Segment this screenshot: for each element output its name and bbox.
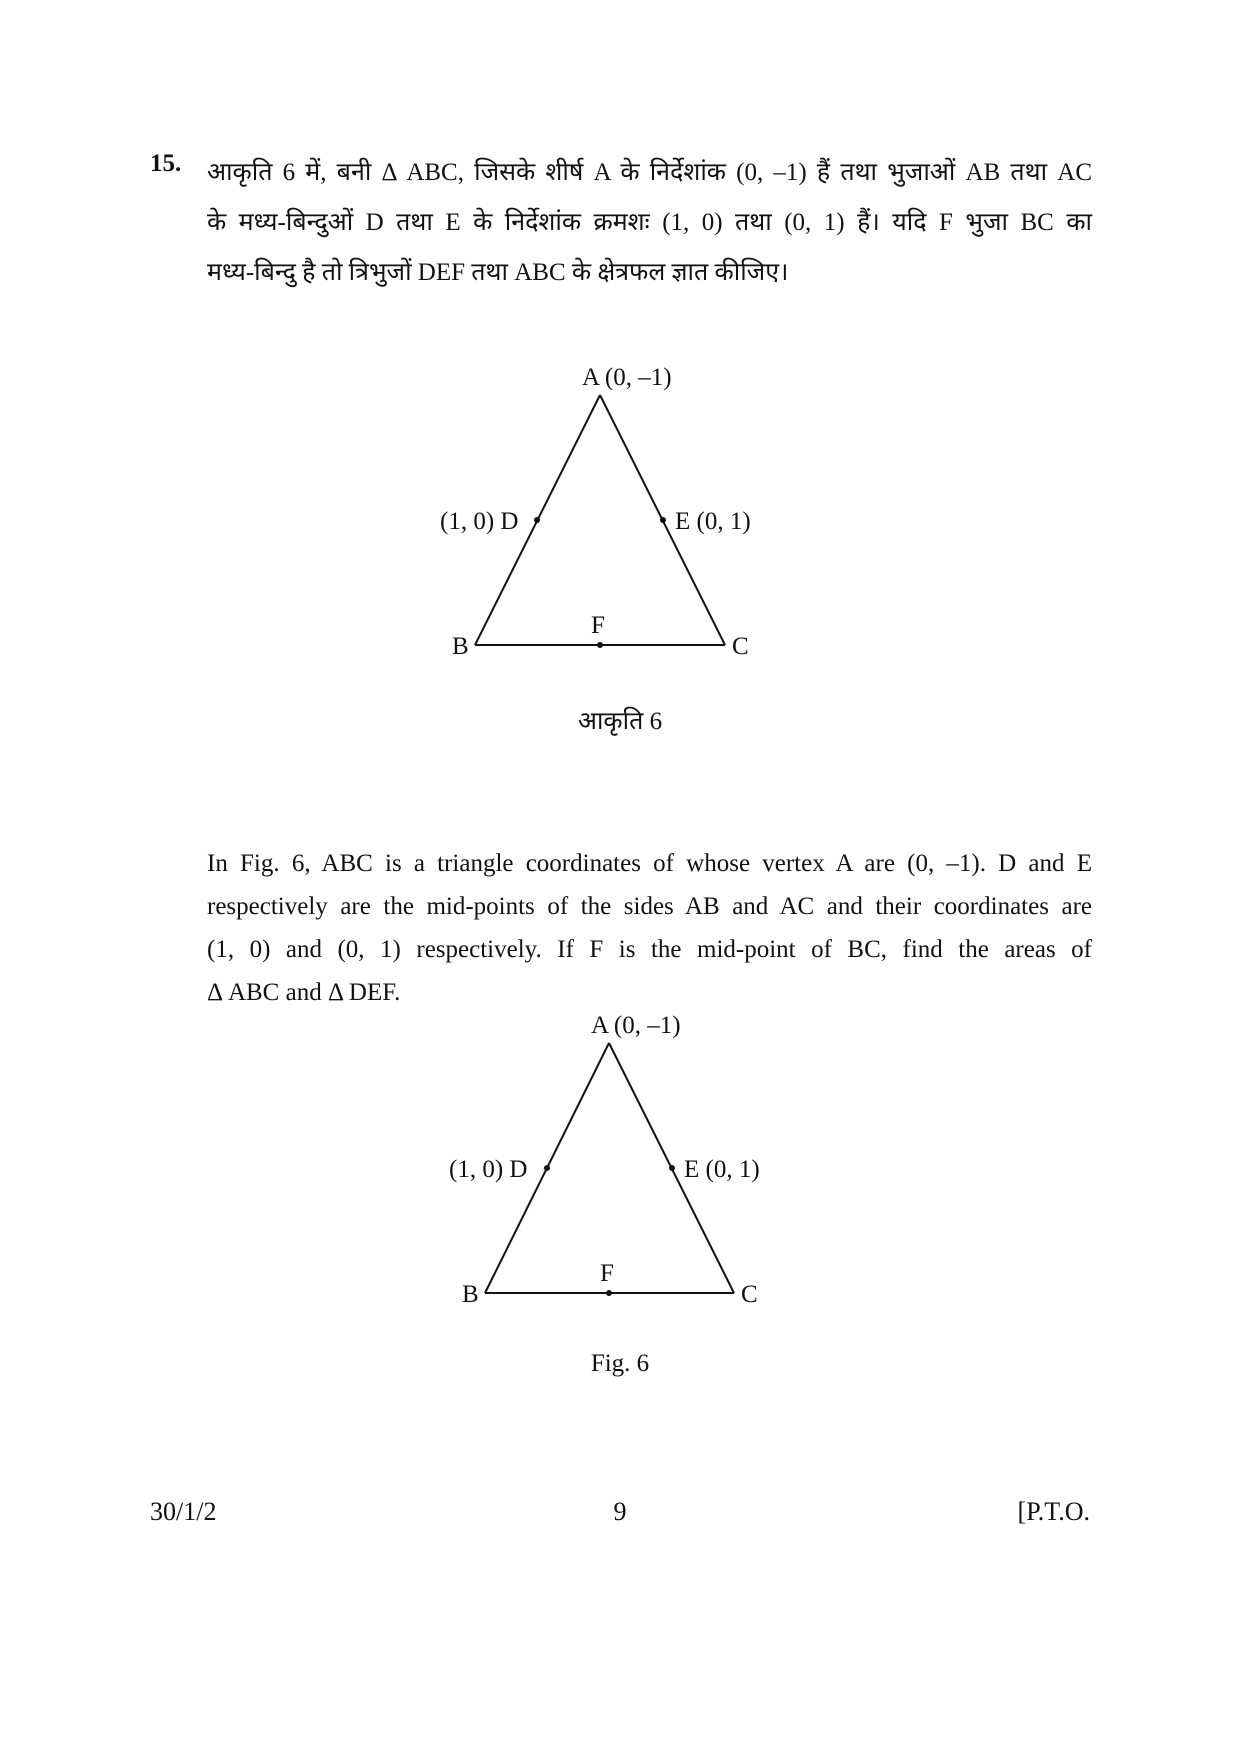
- page-number: 9: [613, 1497, 627, 1526]
- point-d: [534, 517, 540, 523]
- paper-code: 30/1/2: [150, 1497, 217, 1526]
- question-text-english: [207, 842, 1092, 1014]
- label-b: B: [452, 633, 469, 660]
- point-e: [669, 1165, 675, 1171]
- hindi-line: के मध्य-बिन्दुओं D तथा E के निर्देशांक क्रमशः (1, 0) तथा (0, 1) हैं। यदि F भुजा BC का: [207, 209, 1092, 236]
- label-c: C: [732, 633, 749, 660]
- point-d: [544, 1165, 550, 1171]
- english-line: Δ ABC and Δ DEF.: [207, 979, 401, 1006]
- english-line: (1, 0) and (0, 1) respectively. If F is the mid-point of BC, find the areas of: [207, 936, 1092, 963]
- point-e: [660, 517, 666, 523]
- label-a: A (0, –1): [582, 364, 672, 391]
- label-f: F: [600, 1260, 614, 1287]
- hindi-line: आकृति 6 में, बनी Δ ABC, जिसके शीर्ष A के निर्देशांक (0, –1) हैं तथा भुजाओं AB तथा AC: [207, 159, 1092, 186]
- figure-caption-english: Fig. 6: [590, 1350, 650, 1377]
- triangle-figure-hindi: [0, 355, 1240, 675]
- hindi-line: मध्य-बिन्दु है तो त्रिभुजों DEF तथा ABC के क्षेत्रफल ज्ञात कीजिए।: [207, 259, 789, 286]
- label-e: E (0, 1): [684, 1156, 760, 1183]
- point-f: [597, 642, 603, 648]
- english-line: In Fig. 6, ABC is a triangle coordinates of whose vertex A are (0, –1). D and E: [207, 850, 1092, 877]
- label-e: E (0, 1): [675, 508, 751, 535]
- triangle-figure-english: [0, 1003, 1240, 1323]
- point-f: [606, 1290, 612, 1296]
- label-d: (1, 0) D: [440, 508, 519, 535]
- label-d: (1, 0) D: [449, 1156, 528, 1183]
- question-number: 15.: [150, 150, 182, 177]
- figure-caption-hindi: आकृति 6: [577, 708, 663, 735]
- label-f: F: [591, 612, 605, 639]
- label-b: B: [462, 1281, 479, 1308]
- label-c: C: [741, 1281, 758, 1308]
- english-line: respectively are the mid-points of the sides AB and AC and their coordinates are: [207, 893, 1092, 920]
- pto-mark: [P.T.O.: [1017, 1497, 1090, 1526]
- label-a: A (0, –1): [591, 1012, 681, 1039]
- question-text-hindi: [207, 148, 1092, 298]
